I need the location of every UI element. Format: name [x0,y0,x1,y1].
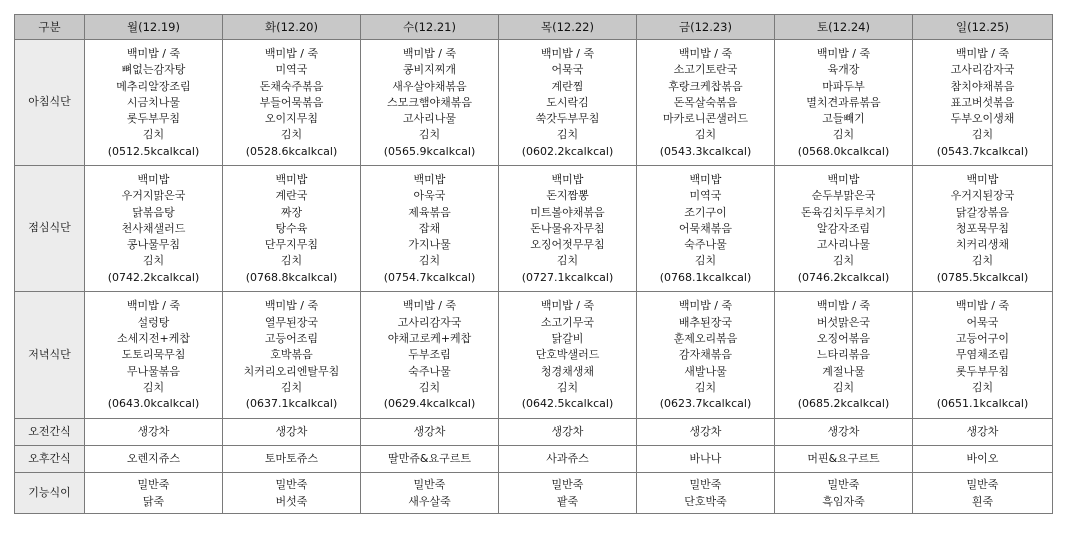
menu-item-list [223,169,360,288]
menu-cell [775,446,913,473]
menu-item-list [361,474,498,512]
menu-item: 새발나물 [684,364,727,378]
menu-item-list [361,295,498,414]
menu-item: 생강차 [551,425,584,439]
menu-item: 김치 [280,380,303,394]
menu-item: 오이지무침 [264,112,319,126]
menu-item: 생강차 [966,425,999,439]
menu-item: 밀반죽 [551,478,584,492]
menu-item: 백미밥 [275,172,308,186]
menu-item: 생강차 [137,425,170,439]
menu-item: 고사리나물 [816,238,871,252]
meal-row [15,292,1053,419]
menu-item: 뼈없는감자탕 [121,63,186,77]
menu-cell [85,473,223,514]
menu-item: 천사채샐러드 [121,221,186,235]
menu-item-list [775,295,912,414]
menu-item: 계절나물 [822,364,865,378]
menu-item: (0512.5kcalkcal) [107,144,200,158]
menu-item: 닭죽 [142,494,165,508]
menu-item: 조기구이 [684,205,727,219]
menu-cell [85,419,223,446]
menu-cell [775,292,913,419]
menu-item: 참치야채볶음 [950,79,1015,93]
menu-item: 백미밥 [689,172,722,186]
menu-item: (0727.1kcalkcal) [521,270,614,284]
menu-body [15,40,1053,514]
menu-item-list [85,474,222,512]
menu-cell [361,292,499,419]
menu-cell [775,473,913,514]
menu-item-list [361,43,498,162]
menu-item: 도토리묵무침 [121,348,186,362]
menu-item: 육개장 [827,63,860,77]
menu-item: 김치 [418,380,441,394]
header-row [15,15,1053,40]
menu-item: 가지나물 [408,238,451,252]
menu-item: 청포묵무침 [955,221,1010,235]
menu-item: 김치 [971,128,994,142]
menu-item: 밀반죽 [966,478,999,492]
menu-item: 백미밥 [551,172,584,186]
menu-cell [775,419,913,446]
menu-item: 고사리나물 [402,112,457,126]
menu-item: 백미밥 / 죽 [678,46,733,60]
menu-item: 바나나 [689,452,722,466]
menu-item-list [775,169,912,288]
menu-item-list [775,421,912,442]
menu-item: 토마토쥬스 [264,452,319,466]
menu-item: 마파두부 [822,79,865,93]
menu-item: 백미밥 [827,172,860,186]
menu-cell [85,292,223,419]
menu-item: 팥죽 [556,494,579,508]
menu-cell [85,166,223,292]
menu-item: 바이오 [966,452,999,466]
menu-cell [637,166,775,292]
menu-cell [361,473,499,514]
menu-cell [637,40,775,166]
weekly-menu-wrapper [14,14,1053,514]
menu-item: 백미밥 [137,172,170,186]
menu-cell [637,419,775,446]
menu-item: 후랑크케찹볶음 [668,79,743,93]
menu-item: (0643.0kcalkcal) [107,397,200,411]
menu-cell [913,419,1053,446]
menu-item: 두부오이생채 [950,112,1015,126]
menu-cell [637,473,775,514]
menu-cell [223,446,361,473]
menu-item: 짜장 [280,205,303,219]
menu-item: 미역국 [275,63,308,77]
menu-cell [223,40,361,166]
menu-cell [499,166,637,292]
menu-item: 돈육김치두루치기 [800,205,886,219]
menu-cell [85,446,223,473]
menu-item: 흰죽 [971,494,994,508]
menu-item-list [85,295,222,414]
menu-item: 생강차 [827,425,860,439]
menu-cell [913,292,1053,419]
menu-item-list [913,43,1052,162]
day-header: 화(12.20) [223,15,361,40]
menu-item: 백미밥 [966,172,999,186]
menu-item: 미트볼야채볶음 [530,205,605,219]
menu-item: (0528.6kcalkcal) [245,144,338,158]
menu-cell [499,473,637,514]
menu-cell [223,166,361,292]
menu-item: 치커리생채 [955,238,1010,252]
menu-item: 김치 [971,254,994,268]
menu-item: 고등어조림 [264,332,319,346]
menu-item: 김치 [971,380,994,394]
menu-item: 김치 [142,254,165,268]
meal-row-label: 점심식단 [15,166,85,292]
menu-item-list [361,448,498,469]
menu-item: (0742.2kcalkcal) [107,270,200,284]
menu-item: 흑임자죽 [822,494,865,508]
menu-item-list [499,474,636,512]
menu-item: 백미밥 / 죽 [955,46,1010,60]
menu-cell [499,446,637,473]
menu-item-list [775,474,912,512]
menu-item: (0543.7kcalkcal) [936,144,1029,158]
menu-item: (0746.2kcalkcal) [797,270,890,284]
menu-item: 소세지전+케찹 [117,332,190,346]
menu-cell [223,292,361,419]
menu-cell [361,446,499,473]
menu-item-list [775,448,912,469]
menu-item: 밀반죽 [275,478,308,492]
menu-item-list [361,421,498,442]
menu-item: 멸치견과류볶음 [806,95,881,109]
meal-row [15,473,1053,514]
menu-item: 백미밥 / 죽 [540,46,595,60]
menu-item: (0602.2kcalkcal) [521,144,614,158]
menu-item: 백미밥 / 죽 [402,299,457,313]
menu-item: 버섯맑은국 [816,315,871,329]
menu-item: 사과쥬스 [546,452,589,466]
meal-row [15,419,1053,446]
menu-item: (0785.5kcalkcal) [936,270,1029,284]
menu-item: 김치 [418,128,441,142]
menu-item: 고사리감자국 [950,63,1015,77]
menu-item: 치커리오리엔탈무침 [243,364,340,378]
menu-cell [361,419,499,446]
menu-item: 백미밥 / 죽 [126,46,181,60]
menu-item-list [223,474,360,512]
menu-item: (0543.3kcalkcal) [659,144,752,158]
menu-item: 새우살죽 [408,494,451,508]
menu-item: 새우살야채볶음 [392,79,467,93]
menu-item-list [223,421,360,442]
menu-item-list [775,43,912,162]
menu-item-list [499,448,636,469]
menu-item: 시금치나물 [126,95,181,109]
menu-item: 롯두부무침 [126,112,181,126]
menu-item: (0623.7kcalkcal) [659,397,752,411]
menu-item: 백미밥 / 죽 [264,299,319,313]
menu-item: 롯두부무침 [955,364,1010,378]
menu-item: 김치 [418,254,441,268]
menu-item: 마카로니콘샐러드 [662,112,748,126]
meal-row-label: 저녁식단 [15,292,85,419]
menu-item-list [913,474,1052,512]
menu-item-list [637,448,774,469]
menu-cell [775,166,913,292]
menu-item: (0651.1kcalkcal) [936,397,1029,411]
menu-item: 도시락김 [546,95,589,109]
menu-item: 김치 [556,128,579,142]
menu-cell [499,40,637,166]
menu-item: 호박볶음 [270,348,313,362]
menu-item: 김치 [832,380,855,394]
menu-item: 백미밥 / 죽 [816,46,871,60]
menu-item: 생강차 [689,425,722,439]
menu-item: 밀반죽 [413,478,446,492]
menu-item: 김치 [694,254,717,268]
meal-row-label: 오후간식 [15,446,85,473]
menu-item: 백미밥 / 죽 [264,46,319,60]
menu-cell [913,166,1053,292]
menu-item-list [499,169,636,288]
weekly-menu-table [14,14,1053,514]
menu-item: 단호박죽 [684,494,727,508]
menu-item: 쑥갓두부무침 [535,112,600,126]
menu-item: 생강차 [275,425,308,439]
menu-item: (0754.7kcalkcal) [383,270,476,284]
meal-row-label: 아침식단 [15,40,85,166]
menu-item: 고들빼기 [822,112,865,126]
menu-item: 야채고로케+케찹 [387,332,472,346]
menu-item: 딸만쥬&요구르트 [388,452,471,466]
menu-item: 김치 [142,128,165,142]
menu-item-list [223,43,360,162]
menu-item: 스모크햄야채볶음 [386,95,472,109]
menu-item: 무염채조림 [955,348,1010,362]
menu-item: 콩나물무침 [126,238,181,252]
meal-row-label: 오전간식 [15,419,85,446]
menu-item: 버섯죽 [275,494,308,508]
menu-item: 열무된장국 [264,315,319,329]
menu-item: 아욱국 [413,189,446,203]
menu-item-list [637,421,774,442]
day-header: 토(12.24) [775,15,913,40]
menu-item: (0642.5kcalkcal) [521,397,614,411]
menu-item-list [637,43,774,162]
menu-item: 숙주나물 [408,364,451,378]
menu-item: 콩비지찌개 [402,63,457,77]
menu-item: 두부조림 [408,348,451,362]
menu-item-list [361,169,498,288]
menu-cell [499,419,637,446]
menu-cell [499,292,637,419]
menu-item: 오징어젓무무침 [530,238,605,252]
day-header: 수(12.21) [361,15,499,40]
menu-item: 머핀&요구르트 [807,452,880,466]
menu-item-list [637,295,774,414]
menu-item: (0565.9kcalkcal) [383,144,476,158]
menu-cell [775,40,913,166]
day-header: 일(12.25) [913,15,1053,40]
menu-item: (0768.1kcalkcal) [659,270,752,284]
menu-item-list [85,43,222,162]
menu-item-list [499,43,636,162]
menu-item: 계란국 [275,189,308,203]
menu-item: 김치 [556,380,579,394]
menu-item-list [85,169,222,288]
menu-item: 우거지된장국 [950,189,1015,203]
menu-item: 우거지맑은국 [121,189,186,203]
menu-item: 백미밥 [413,172,446,186]
menu-item: (0568.0kcalkcal) [797,144,890,158]
menu-item: 어묵국 [966,315,999,329]
menu-item: 백미밥 / 죽 [126,299,181,313]
meal-row [15,40,1053,166]
menu-item-list [913,169,1052,288]
menu-item: 김치 [142,380,165,394]
menu-item: 돈지짬뽕 [546,189,589,203]
menu-item: 돈채숙주볶음 [259,79,324,93]
menu-cell [361,40,499,166]
meal-row-label: 기능식이 [15,473,85,514]
menu-cell [637,446,775,473]
meal-row [15,446,1053,473]
menu-item: 배추된장국 [678,315,733,329]
menu-cell [223,473,361,514]
menu-item-list [85,448,222,469]
menu-item: 메추리알장조림 [116,79,191,93]
menu-cell [637,292,775,419]
menu-item-list [913,295,1052,414]
menu-item: 오렌지쥬스 [126,452,181,466]
menu-item: 밀반죽 [137,478,170,492]
menu-item: (0629.4kcalkcal) [383,397,476,411]
menu-item: 백미밥 / 죽 [678,299,733,313]
menu-item-list [223,448,360,469]
menu-item: 단무지무침 [264,238,319,252]
menu-item-list [85,421,222,442]
menu-cell [913,446,1053,473]
menu-item: 돈나물유자무침 [530,221,605,235]
corner-header: 구분 [15,15,85,40]
menu-item: 백미밥 / 죽 [402,46,457,60]
menu-item: 알감자조림 [816,221,871,235]
menu-item: 밀반죽 [827,478,860,492]
menu-item-list [499,295,636,414]
menu-item: 탕수육 [275,221,308,235]
menu-item: 단호박샐러드 [535,348,600,362]
menu-item: 김치 [832,128,855,142]
menu-item: 무나물볶음 [126,364,181,378]
menu-item: 닭볶음탕 [132,205,175,219]
menu-item: 감자채볶음 [678,348,733,362]
menu-item: 미역국 [689,189,722,203]
menu-item: 순두부맑은국 [811,189,876,203]
menu-item: 백미밥 / 죽 [540,299,595,313]
day-header: 목(12.22) [499,15,637,40]
day-header: 금(12.23) [637,15,775,40]
menu-item: 숙주나물 [684,238,727,252]
menu-item: 어묵채볶음 [678,221,733,235]
menu-item: 제육볶음 [408,205,451,219]
menu-item: 김치 [556,254,579,268]
menu-item: 훈제오리볶음 [673,332,738,346]
menu-item: 밀반죽 [689,478,722,492]
menu-item: 백미밥 / 죽 [816,299,871,313]
menu-item: 소고기무국 [540,315,595,329]
menu-item: 백미밥 / 죽 [955,299,1010,313]
menu-item: 닭갈장볶음 [955,205,1010,219]
menu-item: 표고버섯볶음 [950,95,1015,109]
menu-item: 김치 [694,128,717,142]
menu-item-list [637,169,774,288]
menu-item: 설렁탕 [137,315,170,329]
menu-item: (0637.1kcalkcal) [245,397,338,411]
menu-cell [361,166,499,292]
menu-item: 잡채 [418,221,441,235]
menu-item: 김치 [280,254,303,268]
menu-cell [913,40,1053,166]
menu-item: 닭갈비 [551,332,584,346]
menu-item: 소고기토란국 [673,63,738,77]
menu-cell [913,473,1053,514]
menu-item-list [913,421,1052,442]
menu-item: 어묵국 [551,63,584,77]
menu-item: 계란찜 [551,79,584,93]
menu-item: 김치 [694,380,717,394]
menu-cell [223,419,361,446]
menu-item: 생강차 [413,425,446,439]
menu-item: 오징어볶음 [816,332,871,346]
menu-item-list [637,474,774,512]
menu-item: (0685.2kcalkcal) [797,397,890,411]
menu-item: 고등어구이 [955,332,1010,346]
menu-item-list [499,421,636,442]
menu-cell [85,40,223,166]
menu-item: 부들어묵볶음 [259,95,324,109]
menu-item: 청경채생채 [540,364,595,378]
menu-item: 김치 [832,254,855,268]
menu-item: 느타리볶음 [816,348,871,362]
menu-item: 돈목살숙볶음 [673,95,738,109]
day-header: 월(12.19) [85,15,223,40]
menu-item: 고사리감자국 [397,315,462,329]
menu-item: (0768.8kcalkcal) [245,270,338,284]
menu-item: 김치 [280,128,303,142]
menu-item-list [223,295,360,414]
menu-item-list [913,448,1052,469]
meal-row [15,166,1053,292]
